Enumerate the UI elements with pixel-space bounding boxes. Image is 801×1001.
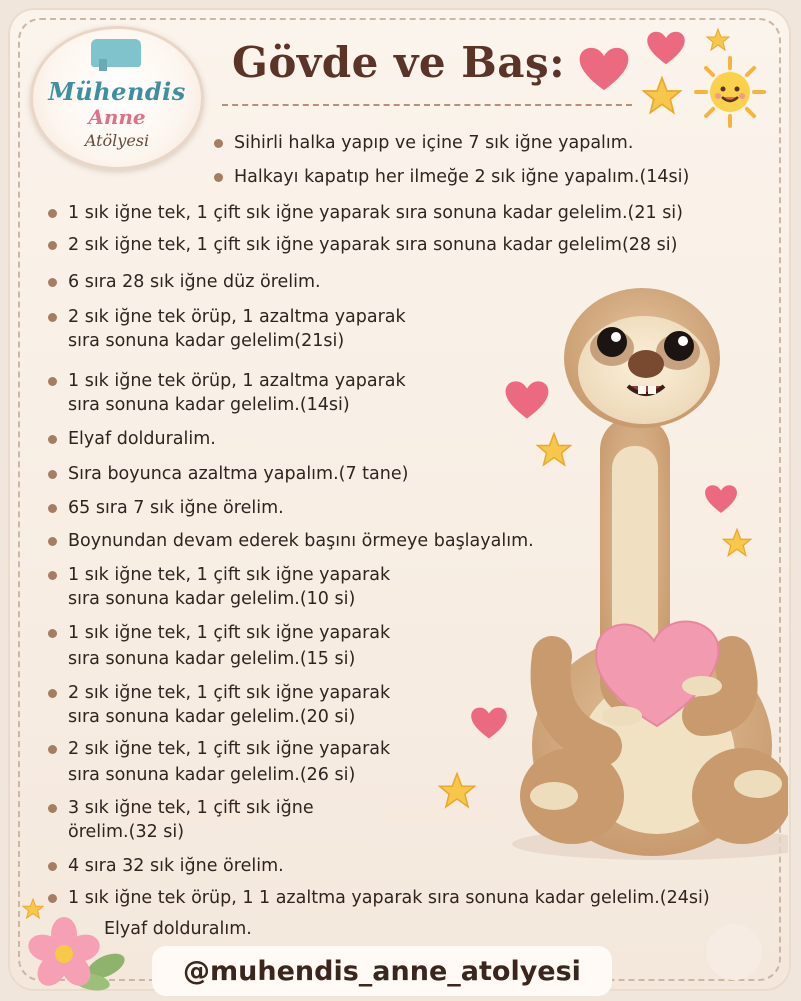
bullet-icon bbox=[48, 689, 57, 698]
logo-line-1: Mühendis bbox=[48, 77, 186, 106]
step-line: sıra sonuna kadar gelelim.(14si) bbox=[68, 395, 350, 415]
logo-line-2: Anne bbox=[88, 105, 146, 129]
bullet-icon bbox=[48, 241, 57, 250]
step-line: 3 sık iğne tek, 1 çift sık iğne bbox=[68, 798, 314, 818]
step-line: sıra sonuna kadar gelelim.(26 si) bbox=[68, 765, 356, 785]
sun-icon bbox=[694, 56, 766, 128]
step-line: 1 sık iğne tek, 1 çift sık iğne yaparak bbox=[68, 623, 391, 643]
step-line: sıra sonuna kadar gelelim.(10 si) bbox=[68, 589, 356, 609]
step-line: sıra sonuna kadar gelelim(21si) bbox=[68, 331, 345, 351]
step-line: 65 sıra 7 sık iğne örelim. bbox=[68, 498, 284, 518]
step-line: Elyaf dolduralim. bbox=[68, 429, 216, 449]
bullet-icon bbox=[48, 209, 57, 218]
star-icon bbox=[706, 28, 730, 52]
brand-logo bbox=[30, 26, 204, 170]
bullet-icon bbox=[48, 804, 57, 813]
bullet-icon bbox=[48, 313, 57, 322]
step-line: 2 sık iğne tek, 1 çift sık iğne yaparak bbox=[68, 739, 391, 759]
step-line: Elyaf dolduralım. bbox=[104, 919, 252, 939]
bullet-icon bbox=[48, 862, 57, 871]
star-icon bbox=[722, 528, 752, 558]
step-line: sıra sonuna kadar gelelim.(15 si) bbox=[68, 649, 356, 669]
bullet-icon bbox=[214, 173, 223, 182]
bullet-icon bbox=[214, 139, 223, 148]
sloth-amigurumi-illustration bbox=[432, 276, 788, 866]
heart-icon bbox=[646, 30, 686, 66]
social-handle: @muhendis_anne_atolyesi bbox=[152, 946, 612, 996]
step-line: 6 sıra 28 sık iğne düz örelim. bbox=[68, 272, 321, 292]
step-line: Halkayı kapatıp her ilmeğe 2 sık iğne yapalım.(14si) bbox=[234, 167, 690, 187]
step-line: 4 sıra 32 sık iğne örelim. bbox=[68, 856, 284, 876]
step-line: Boynundan devam ederek başını örmeye başlayalım. bbox=[68, 531, 534, 551]
heart-icon bbox=[504, 380, 550, 420]
page-title: Gövde ve Baş: bbox=[232, 38, 566, 87]
step-line: sıra sonuna kadar gelelim.(20 si) bbox=[68, 707, 356, 727]
step-line: Sihirli halka yapıp ve içine 7 sık iğne yapalım. bbox=[234, 133, 634, 153]
sewing-machine-icon bbox=[91, 39, 141, 67]
bullet-icon bbox=[48, 504, 57, 513]
corner-badge bbox=[706, 924, 762, 980]
step-line: 2 sık iğne tek, 1 çift sık iğne yaparak bbox=[68, 683, 391, 703]
step-line: 1 sık iğne tek örüp, 1 1 azaltma yaparak sıra sonuna kadar gelelim.(24si) bbox=[68, 888, 710, 908]
step-line: örelim.(32 si) bbox=[68, 822, 185, 842]
bullet-icon bbox=[48, 278, 57, 287]
heart-icon bbox=[704, 484, 738, 514]
heart-icon bbox=[470, 706, 508, 740]
step-line: 2 sık iğne tek, 1 çift sık iğne yaparak sıra sonuna kadar gelelim(28 si) bbox=[68, 235, 678, 255]
step-line: 2 sık iğne tek örüp, 1 azaltma yaparak bbox=[68, 307, 406, 327]
flower-icon bbox=[18, 912, 130, 994]
bullet-icon bbox=[48, 435, 57, 444]
bullet-icon bbox=[48, 470, 57, 479]
star-icon bbox=[438, 772, 476, 810]
bullet-icon bbox=[48, 894, 57, 903]
heart-icon bbox=[578, 46, 630, 92]
bullet-icon bbox=[48, 377, 57, 386]
title-divider bbox=[222, 104, 632, 106]
logo-line-3: Atölyesi bbox=[84, 131, 150, 150]
bullet-icon bbox=[48, 745, 57, 754]
step-line: 1 sık iğne tek, 1 çift sık iğne yaparak sıra sonuna kadar gelelim.(21 si) bbox=[68, 203, 683, 223]
step-line: 1 sık iğne tek örüp, 1 azaltma yaparak bbox=[68, 371, 406, 391]
bullet-icon bbox=[48, 537, 57, 546]
step-line: 1 sık iğne tek, 1 çift sık iğne yaparak bbox=[68, 565, 391, 585]
step-line: Sıra boyunca azaltma yapalım.(7 tane) bbox=[68, 464, 409, 484]
star-icon bbox=[536, 432, 572, 468]
bullet-icon bbox=[48, 629, 57, 638]
bullet-icon bbox=[48, 571, 57, 580]
star-icon bbox=[642, 76, 682, 116]
